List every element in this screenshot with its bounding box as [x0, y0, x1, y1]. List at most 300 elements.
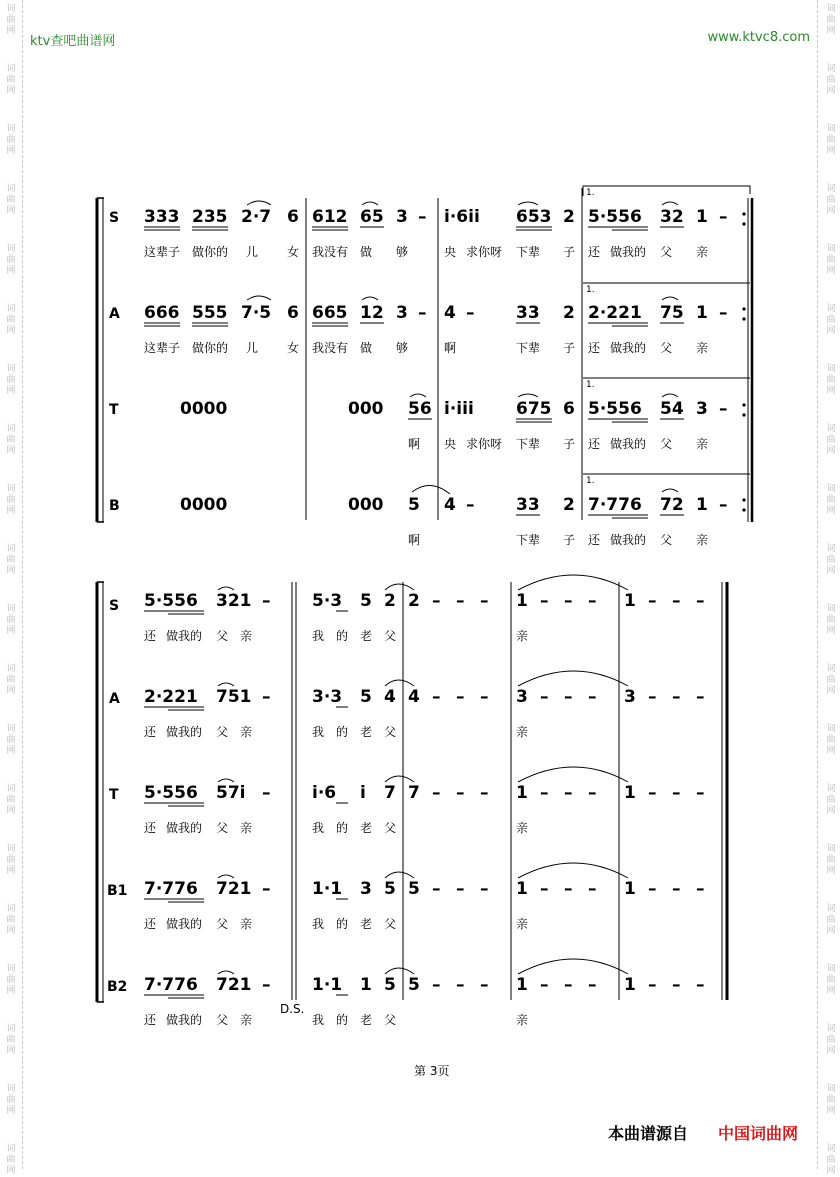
watermark-text: 词 曲 网 — [826, 124, 836, 156]
lyric: 够 — [396, 245, 409, 259]
watermark-text: 词 曲 网 — [6, 664, 16, 696]
repeat-dot — [742, 317, 745, 320]
note: 5 — [360, 687, 372, 707]
note: – — [719, 495, 728, 515]
lyric: 我 — [312, 629, 325, 643]
lyric: 父 — [384, 629, 397, 643]
lyric: 下辈 — [516, 341, 541, 355]
lyric: 亲 — [240, 821, 253, 835]
note: 4 — [384, 687, 396, 707]
lyric: 的 — [336, 821, 349, 835]
note: – — [418, 303, 427, 323]
note: 2·221 — [588, 303, 642, 323]
note: 3 — [396, 207, 408, 227]
lyric: 还 — [144, 725, 157, 739]
tie-arc — [518, 767, 628, 782]
note: – — [456, 591, 465, 611]
lyric: 做你的 — [192, 341, 229, 355]
note: – — [672, 783, 681, 803]
tie-arc — [362, 297, 378, 300]
note: 2·7 — [241, 207, 272, 227]
note: 2 — [384, 591, 396, 611]
note: 3 — [360, 879, 372, 899]
note: – — [588, 783, 597, 803]
volta-number: 1. — [586, 380, 595, 390]
repeat-dot — [742, 307, 745, 310]
note: – — [696, 591, 705, 611]
watermark-text: 词 曲 网 — [6, 964, 16, 996]
lyric: 父 — [384, 725, 397, 739]
note: – — [262, 687, 271, 707]
part-label: A — [109, 306, 120, 322]
volta-bracket — [583, 186, 750, 196]
tie-arc — [518, 863, 628, 878]
lyric: 父 — [216, 725, 229, 739]
note: – — [648, 687, 657, 707]
note: 2 — [563, 495, 575, 515]
note: 5 — [384, 975, 396, 995]
part-label: A — [109, 691, 120, 707]
note: 000 — [348, 495, 384, 515]
watermark-text: 词 曲 网 — [826, 1144, 836, 1176]
part-label: S — [109, 210, 120, 226]
note: 3 — [624, 687, 636, 707]
volta-number: 1. — [586, 476, 595, 486]
lyric: 的 — [336, 917, 349, 931]
note: 7·776 — [144, 975, 198, 995]
lyric: 女 — [287, 341, 300, 355]
tie-arc — [518, 575, 628, 590]
header-right-site[interactable]: www.ktvc8.com — [707, 30, 810, 45]
note: 3 — [516, 687, 528, 707]
lyric: 亲 — [696, 533, 709, 547]
note: 665 — [312, 303, 348, 323]
note: 0000 — [180, 495, 228, 515]
note: – — [540, 591, 549, 611]
note: 000 — [348, 399, 384, 419]
lyric: 做 — [360, 341, 373, 355]
lyric: 的 — [336, 629, 349, 643]
page-number: 第 3页 — [414, 1064, 450, 1078]
lyric: 我没有 — [312, 341, 349, 355]
watermark-text: 词 曲 网 — [826, 724, 836, 756]
note: 1 — [624, 783, 636, 803]
watermark-text: 词 曲 网 — [6, 1024, 16, 1056]
note: – — [648, 783, 657, 803]
note: 12 — [360, 303, 384, 323]
lyric: 亲 — [240, 725, 253, 739]
lyric: 下辈 — [516, 533, 541, 547]
note: 1 — [624, 879, 636, 899]
lyric: 老 — [360, 1013, 373, 1027]
watermark-text: 词 曲 网 — [826, 304, 836, 336]
note: i·6ii — [444, 207, 480, 227]
note: – — [418, 207, 427, 227]
lyric: 我 — [312, 1013, 325, 1027]
watermark-text: 词 曲 网 — [826, 544, 836, 576]
note: 7·5 — [241, 303, 272, 323]
lyric: 我 — [312, 725, 325, 739]
note: – — [648, 975, 657, 995]
lyric: 还 — [144, 1013, 157, 1027]
lyric: 做我的 — [610, 533, 647, 547]
lyric: 我 — [312, 821, 325, 835]
note: 235 — [192, 207, 228, 227]
note: 5·556 — [588, 399, 642, 419]
lyric: 老 — [360, 725, 373, 739]
note: 2·221 — [144, 687, 198, 707]
lyric: 求你呀 — [466, 245, 503, 259]
tie-arc — [662, 297, 678, 300]
note: 65 — [360, 207, 384, 227]
note: – — [648, 879, 657, 899]
watermark-text: 词 曲 网 — [826, 784, 836, 816]
note: 612 — [312, 207, 348, 227]
note: 33 — [516, 303, 540, 323]
note: 72 — [660, 495, 684, 515]
watermark-text: 词 曲 网 — [826, 184, 836, 216]
note: – — [719, 303, 728, 323]
lyric: 还 — [144, 629, 157, 643]
note: 751 — [216, 687, 252, 707]
note: – — [696, 879, 705, 899]
tie-arc — [410, 394, 426, 397]
note: 653 — [516, 207, 552, 227]
watermark-text: 词 曲 网 — [826, 244, 836, 276]
note: – — [456, 975, 465, 995]
lyric: 啊 — [408, 533, 421, 547]
lyric: 够 — [396, 341, 409, 355]
note: – — [480, 591, 489, 611]
part-label: T — [109, 402, 119, 418]
lyric: 亲 — [240, 1013, 253, 1027]
part-label: T — [109, 787, 119, 803]
lyric: 父 — [216, 821, 229, 835]
lyric: 下辈 — [516, 437, 541, 451]
lyric: 还 — [588, 437, 601, 451]
note: 1 — [516, 783, 528, 803]
note: – — [262, 591, 271, 611]
lyric: 这辈子 — [144, 341, 181, 355]
note: 4 — [444, 303, 456, 323]
watermark-text: 词 曲 网 — [826, 1024, 836, 1056]
note: 1·1 — [312, 879, 343, 899]
lyric: 亲 — [240, 629, 253, 643]
lyric: 父 — [660, 245, 673, 259]
system-1 — [97, 186, 752, 547]
tie-arc — [385, 968, 414, 974]
lyric: 子 — [563, 245, 576, 259]
lyric: 亲 — [696, 341, 709, 355]
lyric: 做我的 — [610, 245, 647, 259]
lyric: 我 — [312, 917, 325, 931]
lyric: 亲 — [516, 821, 529, 835]
lyric: 父 — [216, 1013, 229, 1027]
note: 0000 — [180, 399, 228, 419]
tie-arc — [518, 202, 538, 205]
note: – — [696, 783, 705, 803]
part-label: S — [109, 598, 120, 614]
note: – — [480, 687, 489, 707]
lyric: 亲 — [240, 917, 253, 931]
note: – — [719, 207, 728, 227]
lyric: 亲 — [696, 437, 709, 451]
tie-arc — [218, 683, 234, 686]
note: – — [672, 687, 681, 707]
note: – — [466, 303, 475, 323]
note: – — [564, 591, 573, 611]
lyric: 亲 — [516, 725, 529, 739]
note: – — [564, 783, 573, 803]
note: 5 — [408, 495, 420, 515]
note: 675 — [516, 399, 552, 419]
watermark-text: 词 曲 网 — [6, 844, 16, 876]
note: – — [262, 879, 271, 899]
note: 6 — [287, 303, 299, 323]
tie-arc — [385, 776, 414, 782]
watermark-text: 词 曲 网 — [6, 1084, 16, 1116]
source-label: 本曲谱源自 — [608, 1124, 689, 1143]
note: – — [456, 687, 465, 707]
note: – — [480, 879, 489, 899]
note: 1 — [516, 591, 528, 611]
repeat-dot — [742, 212, 745, 215]
note: – — [672, 975, 681, 995]
note: 1 — [624, 975, 636, 995]
note: 1 — [516, 975, 528, 995]
tie-arc — [662, 489, 678, 492]
note: – — [672, 879, 681, 899]
lyric: 还 — [144, 917, 157, 931]
lyric: 还 — [588, 245, 601, 259]
note: – — [432, 975, 441, 995]
note: – — [588, 591, 597, 611]
repeat-dot — [742, 498, 745, 501]
note: – — [672, 591, 681, 611]
lyric: 子 — [563, 437, 576, 451]
tie-arc — [662, 394, 678, 397]
repeat-dot — [742, 222, 745, 225]
lyric: 儿 — [246, 341, 259, 355]
watermark-text: 词 曲 网 — [826, 484, 836, 516]
lyric: 下辈 — [516, 245, 541, 259]
note: – — [564, 687, 573, 707]
watermark-text: 词 曲 网 — [826, 64, 836, 96]
watermark-text: 词 曲 网 — [826, 364, 836, 396]
lyric: 做我的 — [610, 437, 647, 451]
source-brand[interactable]: 中国词曲网 — [718, 1124, 799, 1143]
note: 5 — [408, 975, 420, 995]
note: 1 — [516, 879, 528, 899]
tie-arc — [518, 959, 628, 974]
lyric: 我没有 — [312, 245, 349, 259]
note: – — [432, 783, 441, 803]
note: – — [432, 591, 441, 611]
tie-arc — [362, 202, 378, 205]
lyric: 做我的 — [166, 917, 203, 931]
note: i — [360, 783, 366, 803]
note: 3 — [696, 399, 708, 419]
part-label: B — [109, 498, 120, 514]
note: 2 — [563, 207, 575, 227]
watermark-text: 词 曲 网 — [6, 484, 16, 516]
watermark-text: 词 曲 网 — [6, 724, 16, 756]
note: 1 — [696, 495, 708, 515]
watermark-text: 词 曲 网 — [6, 64, 16, 96]
note: 54 — [660, 399, 684, 419]
watermark-text: 词 曲 网 — [826, 1084, 836, 1116]
tie-arc — [218, 971, 234, 974]
lyric: 老 — [360, 917, 373, 931]
watermark-text: 词 曲 网 — [6, 1144, 16, 1176]
note: – — [719, 399, 728, 419]
lyric: 央 — [444, 245, 457, 259]
note: 1 — [624, 591, 636, 611]
note: 4 — [408, 687, 420, 707]
watermark-text: 词 曲 网 — [6, 784, 16, 816]
note: – — [262, 783, 271, 803]
note: 5 — [360, 591, 372, 611]
note: – — [540, 687, 549, 707]
lyric: 儿 — [246, 245, 259, 259]
tie-arc — [412, 485, 450, 494]
note: – — [696, 975, 705, 995]
watermark-text: 词 曲 网 — [826, 964, 836, 996]
note: – — [466, 495, 475, 515]
tie-arc — [218, 779, 234, 782]
lyric: 父 — [660, 341, 673, 355]
note: 2 — [563, 303, 575, 323]
note: 7·776 — [588, 495, 642, 515]
note: – — [540, 783, 549, 803]
lyric: 做我的 — [610, 341, 647, 355]
watermark-text: 词 曲 网 — [6, 4, 16, 36]
lyric: 做我的 — [166, 629, 203, 643]
lyric: 做我的 — [166, 725, 203, 739]
note: – — [432, 687, 441, 707]
note: 5 — [384, 879, 396, 899]
note: – — [262, 975, 271, 995]
note: – — [540, 975, 549, 995]
note: 1 — [696, 207, 708, 227]
lyric: 亲 — [696, 245, 709, 259]
lyric: 做你的 — [192, 245, 229, 259]
note: – — [480, 975, 489, 995]
lyric: 还 — [588, 533, 601, 547]
note: 333 — [144, 207, 180, 227]
note: 3 — [396, 303, 408, 323]
note: 3·3 — [312, 687, 343, 707]
lyric: 老 — [360, 821, 373, 835]
note: – — [648, 591, 657, 611]
note: – — [588, 975, 597, 995]
watermark-text: 词 曲 网 — [6, 544, 16, 576]
lyric: 做 — [360, 245, 373, 259]
watermark-text: 词 曲 网 — [826, 664, 836, 696]
note: 6 — [287, 207, 299, 227]
ds-marking: D.S. — [280, 1002, 305, 1016]
watermark-text: 词 曲 网 — [6, 124, 16, 156]
lyric: 父 — [216, 917, 229, 931]
watermark-text: 词 曲 网 — [6, 604, 16, 636]
lyric: 啊 — [444, 341, 457, 355]
lyric: 啊 — [408, 437, 421, 451]
repeat-dot — [742, 508, 745, 511]
note: – — [588, 687, 597, 707]
lyric: 父 — [660, 437, 673, 451]
lyric: 老 — [360, 629, 373, 643]
lyric: 亲 — [516, 917, 529, 931]
note: 4 — [444, 495, 456, 515]
note: 6 — [563, 399, 575, 419]
tie-arc — [218, 587, 234, 590]
note: – — [480, 783, 489, 803]
watermark-text: 词 曲 网 — [826, 4, 836, 36]
note: – — [540, 879, 549, 899]
watermark-text: 词 曲 网 — [6, 904, 16, 936]
part-label: B2 — [107, 979, 128, 995]
watermark-text: 词 曲 网 — [6, 424, 16, 456]
tie-arc — [385, 584, 414, 590]
lyric: 这辈子 — [144, 245, 181, 259]
note: – — [696, 687, 705, 707]
tie-arc — [662, 202, 678, 205]
repeat-dot — [742, 403, 745, 406]
note: 75 — [660, 303, 684, 323]
note: – — [564, 975, 573, 995]
watermark-text: 词 曲 网 — [6, 304, 16, 336]
lyric: 还 — [588, 341, 601, 355]
watermark-text: 词 曲 网 — [6, 244, 16, 276]
lyric: 子 — [563, 341, 576, 355]
note: 1 — [696, 303, 708, 323]
header-left-site[interactable]: ktv查吧曲谱网 — [30, 34, 116, 49]
note: – — [588, 879, 597, 899]
tie-arc — [218, 875, 234, 878]
repeat-dot — [742, 413, 745, 416]
lyric: 求你呀 — [466, 437, 503, 451]
lyric: 父 — [384, 1013, 397, 1027]
tie-arc — [385, 872, 414, 878]
volta-number: 1. — [586, 285, 595, 295]
note: 32 — [660, 207, 684, 227]
note: – — [432, 879, 441, 899]
lyric: 还 — [144, 821, 157, 835]
note: 7·776 — [144, 879, 198, 899]
note: 5·556 — [144, 783, 198, 803]
note: 33 — [516, 495, 540, 515]
tie-arc — [385, 680, 414, 686]
tie-arc — [518, 671, 628, 686]
volta-number: 1. — [586, 188, 595, 198]
note: 666 — [144, 303, 180, 323]
watermark-text: 词 曲 网 — [826, 604, 836, 636]
lyric: 央 — [444, 437, 457, 451]
watermark-text: 词 曲 网 — [6, 184, 16, 216]
note: 1 — [360, 975, 372, 995]
note: 56 — [408, 399, 432, 419]
watermark-text: 词 曲 网 — [826, 424, 836, 456]
lyric: 父 — [384, 917, 397, 931]
note: 7 — [384, 783, 396, 803]
lyric: 父 — [216, 629, 229, 643]
watermark-text: 词 曲 网 — [826, 904, 836, 936]
note: 721 — [216, 975, 252, 995]
note: 2 — [408, 591, 420, 611]
lyric: 亲 — [516, 1013, 529, 1027]
tie-arc — [247, 296, 271, 300]
lyric: 做我的 — [166, 821, 203, 835]
